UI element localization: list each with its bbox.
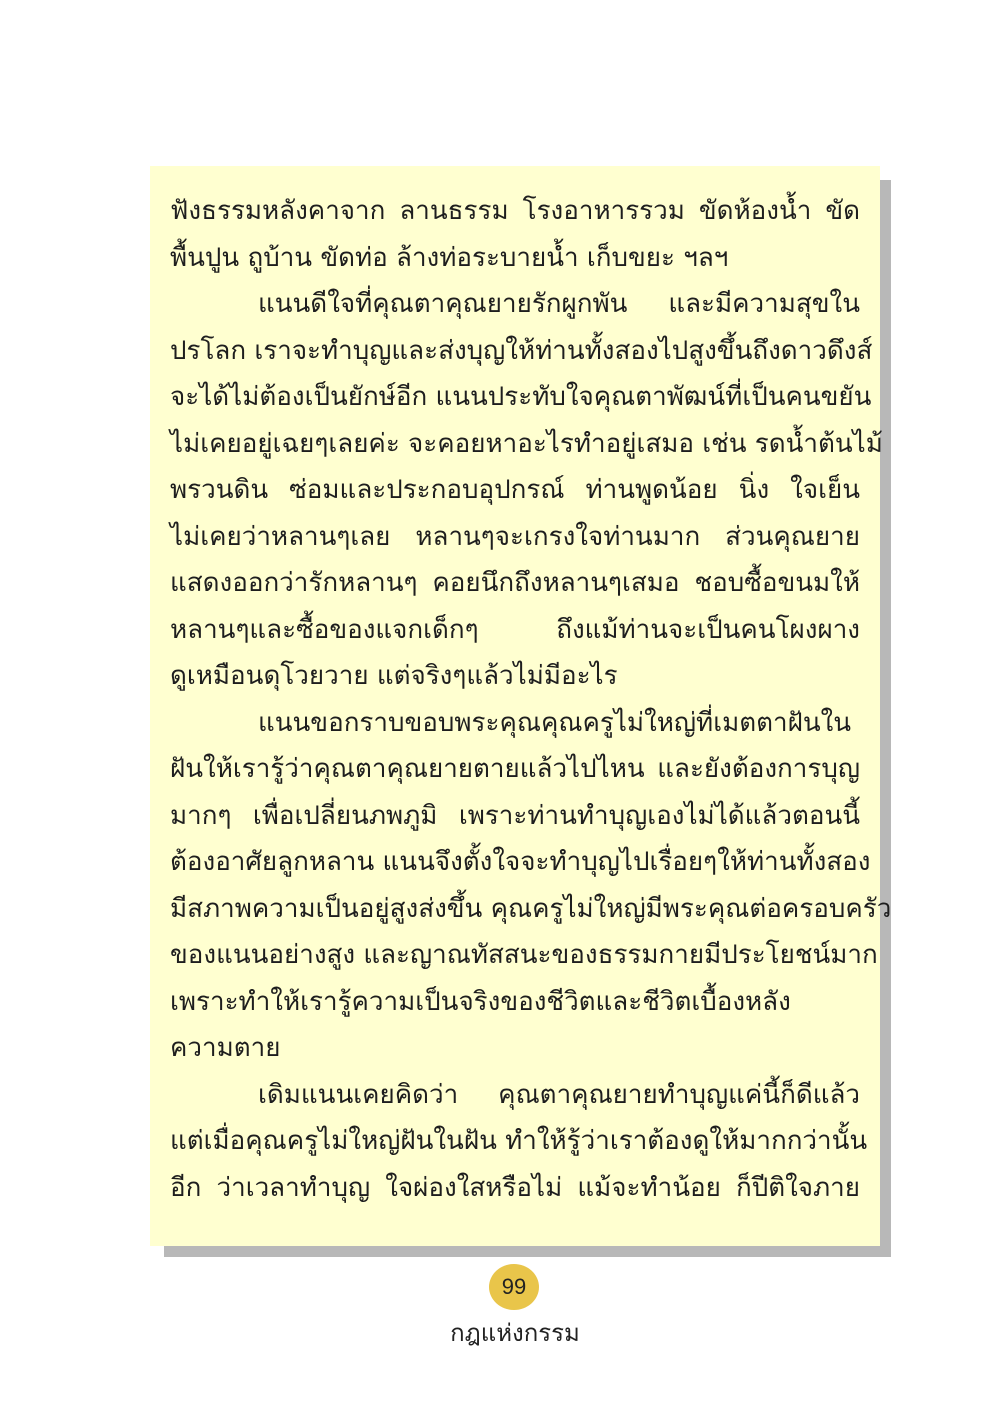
body-line: ฝันให้เรารู้ว่าคุณตาคุณยายตายแล้วไปไหน และยังต้องการบุญ: [170, 754, 860, 784]
body-line: แสดงออกว่ารักหลานๆ คอยนึกถึงหลานๆเสมอ ชอบซื้อขนมให้: [170, 568, 860, 598]
body-line: หลานๆและซื้อของแจกเด็กๆ ถึงแม้ท่านจะเป็นคนโผงผาง: [170, 614, 860, 645]
body-line: แต่เมื่อคุณครูไม่ใหญ่ฝันในฝัน ทำให้รู้ว่าเราต้องดูให้มากกว่านั้น: [170, 1126, 868, 1156]
body-line: มากๆ เพื่อเปลี่ยนภพภูมิ เพราะท่านทำบุญเองไม่ได้แล้วตอนนี้: [170, 800, 860, 831]
body-line: แนนดีใจที่คุณตาคุณยายรักผูกพัน และมีความสุขใน: [258, 289, 860, 319]
body-line: ต้องอาศัยลูกหลาน แนนจึงตั้งใจจะทำบุญไปเรื่อยๆให้ท่านทั้งสอง: [170, 847, 871, 877]
body-line: อีก ว่าเวลาทำบุญ ใจผ่องใสหรือไม่ แม้จะทำน้อย ก็ปีติใจภาย: [170, 1172, 860, 1203]
body-line: แนนขอกราบขอบพระคุณคุณครูไม่ใหญ่ที่เมตตาฝันใน: [258, 707, 852, 738]
body-line: จะได้ไม่ต้องเป็นยักษ์อีก แนนประทับใจคุณตาพัฒน์ที่เป็นคนขยัน: [170, 382, 872, 412]
footer-book-title: กฎแห่งกรรม: [450, 1319, 580, 1347]
page-number-badge: 99: [489, 1264, 539, 1310]
body-line: ไม่เคยอยู่เฉยๆเลยค่ะ จะคอยหาอะไรทำอยู่เสมอ เช่น รดน้ำต้นไม้: [170, 428, 883, 459]
body-line: พรวนดิน ซ่อมและประกอบอุปกรณ์ ท่านพูดน้อย นิ่ง ใจเย็น: [170, 475, 860, 505]
body-text: [170, 188, 892, 1211]
body-line: ปรโลก เราจะทำบุญและส่งบุญให้ท่านทั้งสองไปสูงขึ้นถึงดาวดึงส์: [170, 335, 873, 366]
body-line: มีสภาพความเป็นอยู่สูงส่งขึ้น คุณครูไม่ใหญ่มีพระคุณต่อครอบครัว: [170, 893, 892, 924]
body-line: พื้นปูน ถูบ้าน ขัดท่อ ล้างท่อระบายน้ำ เก็บขยะ ฯลฯ: [170, 242, 729, 273]
body-line: ของแนนอย่างสูง และญาณทัสสนะของธรรมกายมีประโยชน์มาก: [170, 940, 878, 970]
body-line: ความตาย: [170, 1033, 281, 1063]
body-line: ดูเหมือนดุโวยวาย แต่จริงๆแล้วไม่มีอะไร: [170, 661, 618, 691]
body-line: ไม่เคยว่าหลานๆเลย หลานๆจะเกรงใจท่านมาก ส่วนคุณยาย: [170, 521, 860, 552]
body-line: เพราะทำให้เรารู้ความเป็นจริงของชีวิตและชีวิตเบื้องหลัง: [170, 986, 791, 1017]
body-line: เดิมแนนเคยคิดว่า คุณตาคุณยายทำบุญแค่นี้ก็ดีแล้ว: [258, 1079, 860, 1110]
body-line: ฟังธรรมหลังคาจาก ลานธรรม โรงอาหารรวม ขัดห้องน้ำ ขัด: [170, 196, 860, 226]
